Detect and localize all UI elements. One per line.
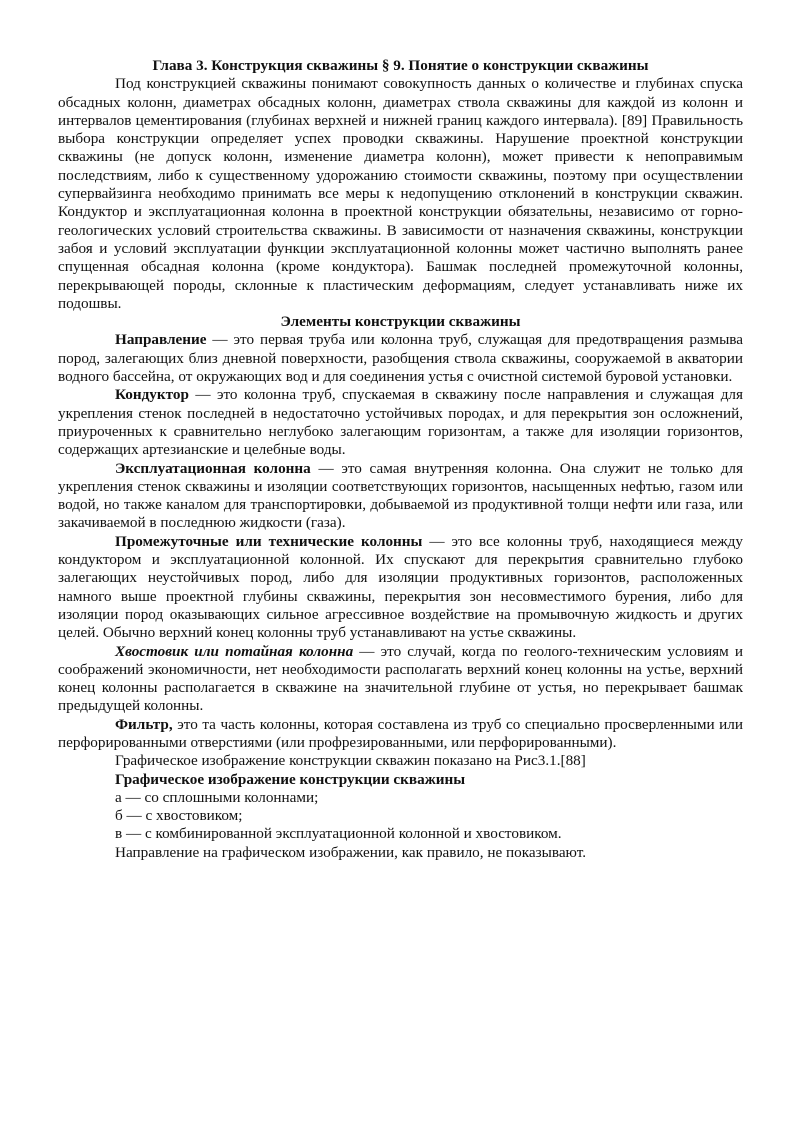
definition-text: это та часть колонны, которая составлена из труб со специально просверленными или перфорированными отверстиями (или профрезированными, или перфорированными). [58, 715, 743, 751]
figure-item: б — с хвостовиком; [115, 807, 243, 825]
definition-filter [58, 716, 743, 753]
definition-text: — это случай, когда по геолого-техническим условиям и соображений экономичности, нет необходимости располагать верхний конец колонны на устье, верхний конец колонны располагается в скважине на значительной глубине от устья, но перекрывает башмак предыдущей колонны. [58, 642, 743, 715]
figure-heading: Графическое изображение конструкции скважины [115, 770, 466, 788]
definition-term: Фильтр, [115, 715, 173, 733]
definition-text: — это самая внутренняя колонна. Она служит не только для укрепления стенок скважины и изоляции соответствующих горизонтов, насыщенных нефтью, газом или водой, но также каналом для транспортировки, добываемой из продуктивной толщи нефти или газа, или закачиваемой в последнюю жидкости (газа). [58, 459, 743, 532]
definition-text: — это все колонны труб, находящиеся между кондуктором и эксплуатационной колонной. Их спускают для перекрытия сравнительно глубоко залегающих неустойчивых пород, либо для изоляции продуктивных горизонтов, расположенных намного выше проектной глубины скважины, перекрытия зон несовместимого бурения, либо для изоляции пород оказывающих сильное агрессивное воздействие на промывочную жидкость и других целей. Обычно верхний конец колонны труб устанавливают на устье скважины. [58, 532, 743, 642]
definition-text: — это колонна труб, спускаемая в скважину после направления и служащая для укрепления стенок последней в недостаточно устойчивых породах, и для перекрытия зон осложнений, приуроченных к сравнительно неглубоко залегающим горизонтам, а также для изоляции горизонтов, содержащих артезианские и целебные воды. [58, 386, 743, 459]
intro-paragraph: Под конструкцией скважины понимают совокупность данных о количестве и глубинах спуска обсадных колонн, диаметрах обсадных колонн, диаметрах ствола скважины для каждой из колонн и интервалов цементирования (глубинах верхней и нижней границ каждого интервала). [89] Правильность выбора конструкции определяет успех проводки скважины. Нарушение проектной конструкции скважины (не допуск колонн, изменение диаметра колонн), может привести к непоправимым последствиям, либо к существенному удорожанию стоимости скважины, поэтому при осуществлении супервайзинга необходимо принимать все меры к недопущению отклонений в конструкции скважин. Кондуктор и эксплуатационная колонна в проектной конструкции обязательны, независимо от горно-геологических условий строительства скважины. В зависимости от назначения скважины, конструкции забоя и условий эксплуатации функции эксплуатационной колонны может частично выполнять ранее спущенная обсадная колонна (кроме кондуктора). Башмак последней промежуточной колонны, перекрывающей породы, склонные к пластическим деформациям, следует устанавливать ниже их подошвы. [58, 75, 743, 312]
definition-production-casing [58, 460, 743, 533]
definition-konduktor [58, 386, 743, 459]
chapter-title: Глава 3. Конструкция скважины § 9. Понятие о конструкции скважины [152, 57, 649, 74]
definition-term: Направление [115, 331, 207, 349]
definition-liner [58, 643, 743, 716]
definition-term: Эксплуатационная колонна [115, 459, 311, 477]
figure-item: в — с комбинированной эксплуатационной колонной и хвостовиком. [115, 825, 562, 843]
definition-term: Кондуктор [115, 386, 189, 404]
definition-naprovlenie [58, 331, 743, 386]
definition-term: Промежуточные или технические колонны [115, 532, 423, 550]
definition-intermediate-casing [58, 533, 743, 643]
document-page [58, 57, 743, 862]
figure-item: а — со сплошными колоннами; [115, 788, 319, 806]
definition-text: — это первая труба или колонна труб, служащая для предотвращения размыва пород, залегающих близ дневной поверхности, разобщения ствола скважины, сооружаемой в акватории водного бассейна, от окружающих вод и для соединения устья с очистной системой буровой установки. [58, 331, 743, 386]
figure-reference: Графическое изображение конструкции скважин показано на Рис3.1.[88] [115, 752, 586, 770]
definition-term: Хвостовик или потайная колонна [115, 642, 354, 660]
closing-note: Направление на графическом изображении, как правило, не показывают. [115, 843, 586, 861]
elements-heading: Элементы конструкции скважины [280, 313, 521, 331]
